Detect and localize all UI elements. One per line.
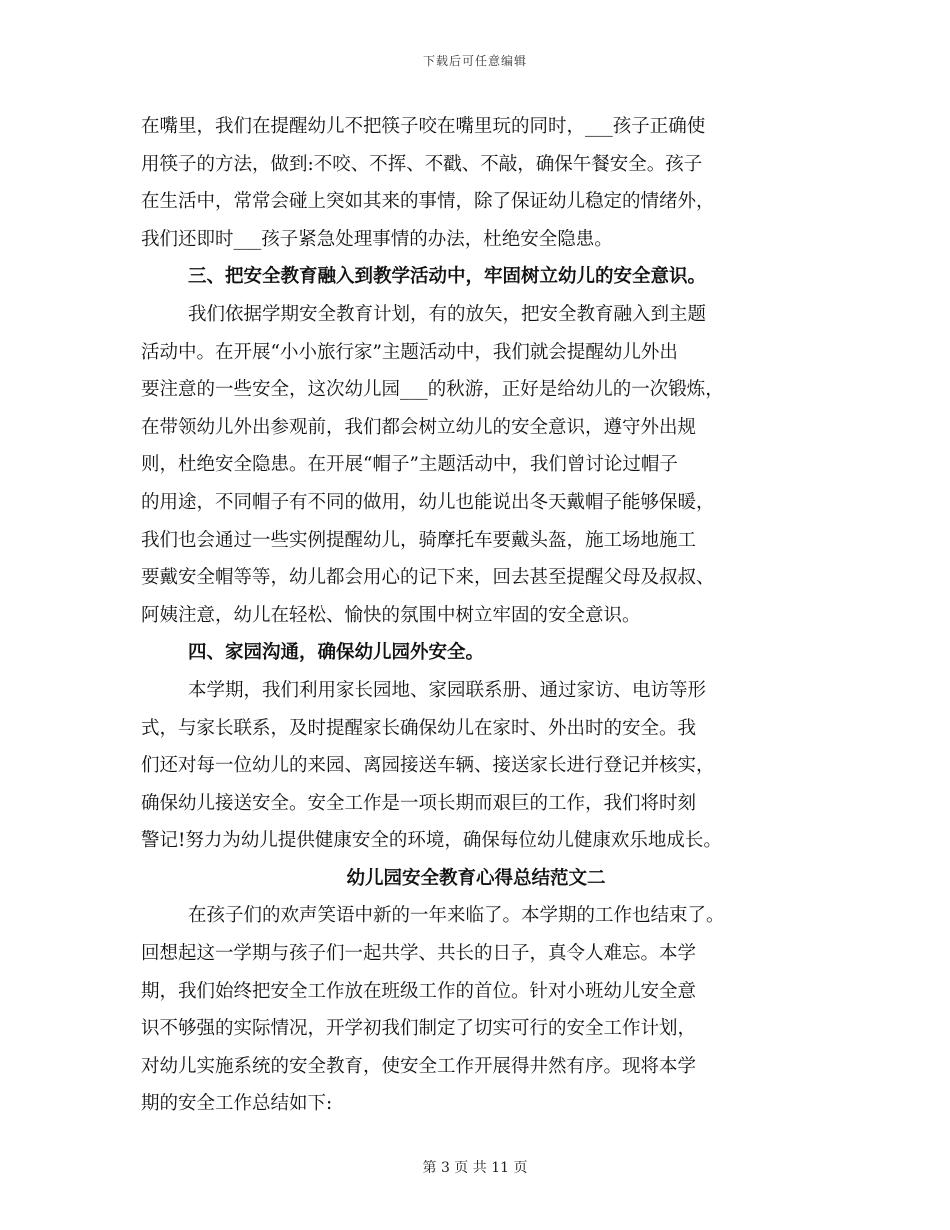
text-line: 在嘴里，我们在提醒幼儿不把筷子咬在嘴里玩的同时，___孩子正确使 (141, 116, 706, 137)
text-line: 阿姨注意，幼儿在轻松、愉快的氛围中树立牢固的安全意识。 (141, 604, 641, 626)
text-line: 则，杜绝安全隐患。在开展“帽子”主题活动中，我们曾讨论过帽子 (141, 454, 678, 476)
text-line: 用筷子的方法，做到:不咬、不挥、不戳、不敲，确保午餐安全。孩子 (141, 153, 703, 175)
text-line: 我们依据学期安全教育计划，有的放矢，把安全教育融入到主题 (188, 303, 707, 325)
text-line: 期的安全工作总结如下: (141, 1093, 333, 1115)
text-line: 在孩子们的欢声笑语中新的一年来临了。本学期的工作也结束了。 (188, 905, 725, 927)
text-line: 们还对每一位幼儿的来园、离园接送车辆、接送家长进行登记并核实， (141, 755, 715, 777)
text-line: 我们也会通过一些实例提醒幼儿，骑摩托车要戴头盔，施工场地施工 (141, 529, 697, 551)
text-line: 在带领幼儿外出参观前，我们都会树立幼儿的安全意识，遵守外出规 (141, 416, 697, 438)
text-line: 在生活中，常常会碰上突如其来的事情，除了保证幼儿稳定的情绪外， (141, 191, 715, 213)
page-number: 第 3 页 共 11 页 (422, 1160, 528, 1176)
text-line: 警记!努力为幼儿提供健康安全的环境，确保每位幼儿健康欢乐地成长。 (141, 830, 722, 852)
text-line: 确保幼儿接送安全。安全工作是一项长期而艰巨的工作，我们将时刻 (141, 792, 697, 814)
text-line: 识不够强的实际情况，开学初我们制定了切实可行的安全工作计划， (141, 1018, 697, 1040)
document-title: 幼儿园安全教育心得总结范文二 (346, 867, 606, 889)
page-header: 下载后可任意编辑 (422, 54, 527, 68)
text-line: 我们还即时___孩子紧急处理事情的办法，杜绝安全隐患。 (141, 228, 613, 250)
text-line: 活动中。在开展“小小旅行家”主题活动中，我们就会提醒幼儿外出 (141, 341, 678, 363)
document-body (141, 108, 811, 1123)
section-heading: 四、家园沟通，确保幼儿园外安全。 (188, 642, 485, 664)
section-heading: 三、把安全教育融入到教学活动中，牢固树立幼儿的安全意识。 (188, 266, 707, 288)
text-line: 本学期，我们利用家长园地、家园联系册、通过家访、电访等形 (188, 679, 707, 701)
text-line: 要戴安全帽等等，幼儿都会用心的记下来，回去甚至提醒父母及叔叔、 (141, 567, 715, 589)
text-line: 的用途，不同帽子有不同的做用，幼儿也能说出冬天戴帽子能够保暖， (141, 491, 715, 513)
text-line: 对幼儿实施系统的安全教育，使安全工作开展得井然有序。现将本学 (141, 1055, 697, 1077)
text-line: 回想起这一学期与孩子们一起共学、共长的日子，真令人难忘。本学 (141, 943, 697, 965)
text-line: 要注意的一些安全，这次幼儿园___的秋游，正好是给幼儿的一次锻炼， (141, 379, 724, 401)
text-line: 式，与家长联系，及时提醒家长确保幼儿在家时、外出时的安全。我 (141, 717, 697, 739)
text-line: 期，我们始终把安全工作放在班级工作的首位。针对小班幼儿安全意 (141, 980, 697, 1002)
